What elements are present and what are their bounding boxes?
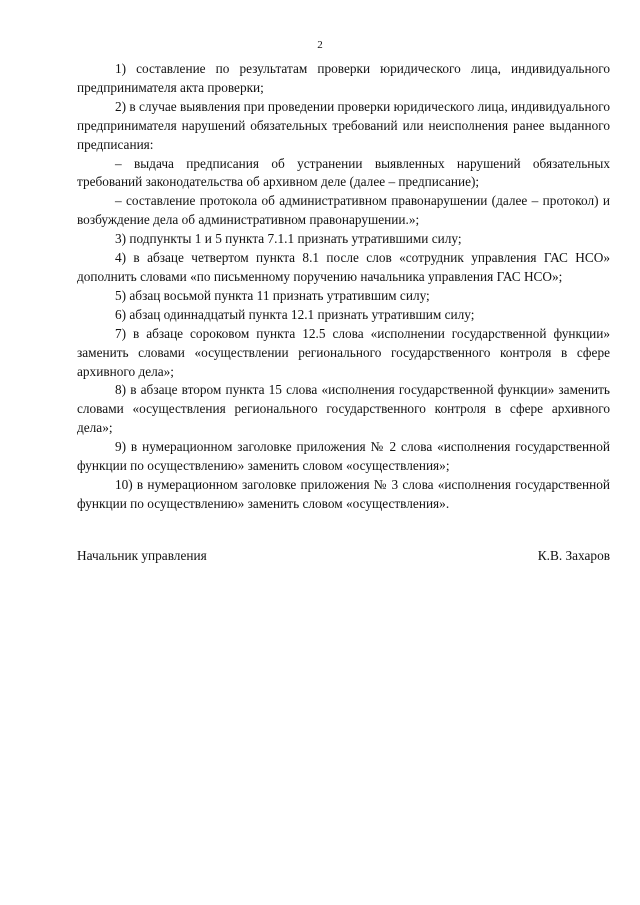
page-number: 2 [317, 39, 323, 51]
paragraph-item-8: 8) в абзаце втором пункта 15 слова «исполнения государственной функции» заменить словами «осуществления регионального государственного контроля в сфере архивного дела»; [77, 382, 610, 436]
paragraph-item-5: 5) абзац восьмой пункта 11 признать утратившим силу; [115, 287, 430, 303]
paragraph-subitem-prescription: – выдача предписания об устранении выявленных нарушений обязательных требований законодательства об архивном деле (далее – предписание); [77, 155, 610, 190]
signature-name: К.В. Захаров [537, 548, 610, 563]
document-body [77, 60, 610, 514]
paragraph-item-6: 6) абзац одиннадцатый пункта 12.1 признать утратившим силу; [115, 306, 475, 322]
paragraph-item-2: 2) в случае выявления при проведении проверки юридического лица, индивидуального предпринимателя нарушений обязательных требований или неисполнения ранее выданного предписания: [77, 98, 610, 152]
paragraph-item-9: 9) в нумерационном заголовке приложения № 2 слова «исполнения государственной функции по осуществлению» заменить словом «осуществления»; [77, 439, 610, 474]
paragraph-item-4: 4) в абзаце четвертом пункта 8.1 после слов «сотрудник управления ГАС НСО» дополнить словами «по письменному поручению начальника управления ГАС НСО»; [77, 250, 610, 284]
paragraph-subitem-protocol: – составление протокола об административном правонарушении (далее – протокол) и возбуждение дела об административном правонарушении.»; [77, 193, 610, 228]
paragraph-item-1: 1) составление по результатам проверки юридического лица, индивидуального предпринимателя акта проверки; [77, 61, 610, 95]
paragraph-item-7: 7) в абзаце сороковом пункта 12.5 слова «исполнении государственной функции» заменить словами «осуществлении регионального государственного контроля в сфере архивного дела»; [77, 325, 610, 379]
paragraph-item-10: 10) в нумерационном заголовке приложения № 3 слова «исполнения государственной функции по осуществлению» заменить словом «осуществления». [77, 476, 610, 511]
signature-position: Начальник управления [77, 548, 207, 563]
signature-block [77, 547, 610, 565]
paragraph-item-3: 3) подпункты 1 и 5 пункта 7.1.1 признать утратившими силу; [115, 231, 462, 247]
